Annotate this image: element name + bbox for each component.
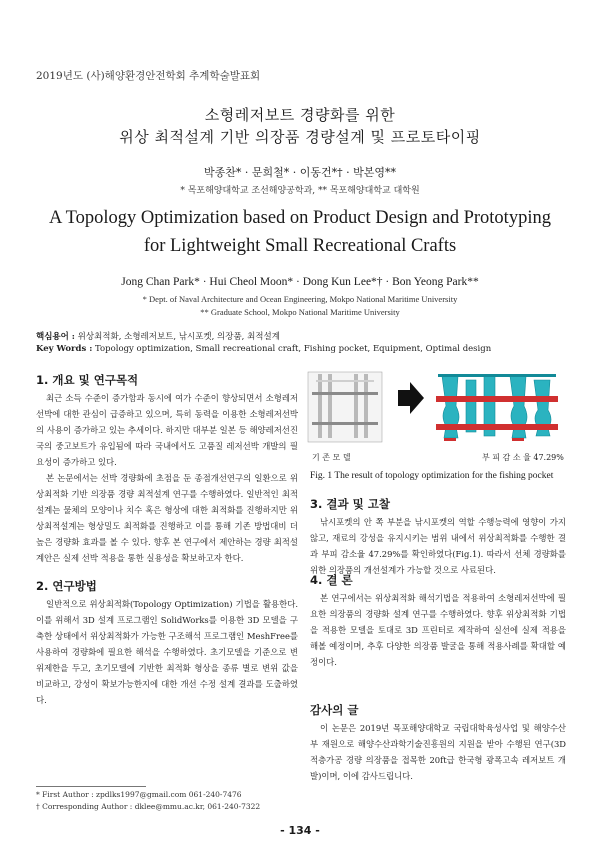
section-4-title: 4. 결 론 <box>310 573 353 587</box>
title-en-line-1: A Topology Optimization based on Product Design and Prototyping <box>49 208 551 228</box>
optimized-model <box>436 374 558 441</box>
figure-1 <box>306 366 568 470</box>
section-1-paragraph-2: 본 논문에서는 선박 경량화에 초점을 둔 종점개선연구의 일환으로 위상최적화 기반 의장품 경량 최적설계 연구를 수행하였다. 일반적인 최적설계는 물체의 모양이나 치수 혹은 형상에 대한 최적화를 진행하지만 위상최적설계는 형상밀도 최적화를 진행하고 이를 통해 기존 방법대비 더 높은 경량화 효과를 볼 수 있다. 향후 본 연구에서 제안하는 경량 최적설계안은 실제 선박 적용을 통한 실용성을 확보하고자 한다. <box>36 473 298 563</box>
title-en-line-2: for Lightweight Small Recreational Crafts <box>143 236 457 256</box>
section-3-body <box>310 514 566 578</box>
page-number: - 134 - <box>280 824 320 837</box>
conference-header: 2019년도 (사)해양환경안전학회 추계학술발표회 <box>36 70 261 82</box>
section-1-title: 1. 개요 및 연구목적 <box>36 373 139 387</box>
footnote-corresponding-author: † Corresponding Author : dklee@mmu.ac.kr, 061-240-7322 <box>36 802 261 811</box>
keywords-en-label: Key Words : <box>36 344 93 354</box>
affiliation-en-1: * Dept. of Naval Architecture and Ocean Engineering, Mokpo National Maritime University <box>142 294 458 304</box>
figure-1-caption: Fig. 1 The result of topology optimization for the fishing pocket <box>310 471 554 481</box>
figure-label-original: 기 존 모 델 <box>312 453 351 462</box>
keywords-en-text: Topology optimization, Small recreational craft, Fishing pocket, Equipment, Optimal design <box>95 344 492 354</box>
section-2-paragraph-1: 일반적으로 위상최적화(Topology Optimization) 기법을 활용한다. 이를 위해서 3D 설계 프로그램인 SolidWorks를 이용한 3D 모델을 구축한 상태에서 위상최적화가 가능한 구조해석 프로그램인 MeshFree를 사용하여 경량화에 필요한 해석을 수행하였다. 초기모델을 기준으로 변위제한을 두고, 초기모델에 기반한 최적화 형상을 종류 별로 변위 값을 비교하고, 강성이 확보가능한지에 대한 개선 수정 설계 결과를 도출하였다. <box>36 599 298 705</box>
footnote-first-author: * First Author : zpdlks1997@gmail.com 061-240-7476 <box>36 790 242 799</box>
affiliation-ko: * 목포해양대학교 조선해양공학과, ** 목포해양대학교 대학원 <box>180 186 420 196</box>
section-1-paragraph-1: 최근 소득 수준이 증가함과 동시에 여가 수준이 향상되면서 소형레저선박에 대한 관심이 급증하고 있으며, 특히 동력을 이용한 소형레저선박의 사용이 증가하고 있는 추세이다. 하지만 대부분 일본 등 해양레저선진국의 중고보트가 유입됨에 따라 국내에서도 고품질 레저선박 개발의 필요성이 증가하고 있다. <box>36 393 298 467</box>
section-1-body <box>36 390 298 566</box>
title-ko-line-1: 소형레저보트 경량화를 위한 <box>204 106 396 124</box>
section-3-title: 3. 결과 및 고찰 <box>310 497 390 511</box>
authors-ko: 박종찬* · 문희철* · 이동건*† · 박본영** <box>204 166 396 179</box>
keywords-ko-label: 핵심용어 : <box>36 332 75 342</box>
affiliation-en-2: ** Graduate School, Mokpo National Maritime University <box>200 307 400 317</box>
authors-en: Jong Chan Park* · Hui Cheol Moon* · Dong Kun Lee*† · Bon Yeong Park** <box>121 276 479 288</box>
section-4-body <box>310 590 566 670</box>
acknowledgement-paragraph: 이 논문은 2019년 목포해양대학교 국립대학육성사업 및 해양수산부 재원으로 해양수산과학기술진흥원의 지원을 받아 수행된 연구(3D 적층가공 경량 의장품을 접목한 20ft급 한국형 광폭고속 레저보트 개발)이며, 이에 감사드립니다. <box>310 723 566 781</box>
keywords-ko-text: 위상최적화, 소형레저보트, 낚시포켓, 의장품, 최적설계 <box>77 332 280 342</box>
section-2-title: 2. 연구방법 <box>36 579 97 593</box>
figure-label-optimized: 부 피 감 소 율 47.29% <box>482 453 564 462</box>
acknowledgement-body <box>310 720 566 784</box>
original-model <box>308 372 382 442</box>
acknowledgement-title: 감사의 글 <box>310 703 359 717</box>
footnote-rule <box>36 786 146 787</box>
title-ko-line-2: 위상 최적설계 기반 의장품 경량설계 및 프로토타이핑 <box>119 128 481 146</box>
section-2-body <box>36 596 298 708</box>
keywords-ko <box>36 330 280 342</box>
section-4-paragraph-1: 본 연구에서는 위상최적화 해석기법을 적용하여 소형레저선박에 필요한 의장품의 경량화 설계 연구를 수행하였다. 향후 위상최적화 기법을 적용한 모델을 토대로 3D 프린터로 제작하여 실선에 실제 적용을 해볼 예정이며, 추후 다양한 의장품 발굴을 통해 적용사례를 확대할 예정이다. <box>310 593 566 667</box>
section-3-paragraph-1: 낚시포켓의 안 쪽 부분을 낚시포켓의 역할 수행능력에 영향이 가지 않고, 재료의 강성을 유지시키는 범위 내에서 위상최적화를 수행한 결과 부피 감소율 47.29%를 확인하였다(Fig.1). 따라서 선체 경량화를 위한 의장품의 개선설계가 가능할 것으로 사료된다. <box>310 517 566 575</box>
keywords-en <box>36 344 491 354</box>
arrow-icon <box>398 382 424 414</box>
